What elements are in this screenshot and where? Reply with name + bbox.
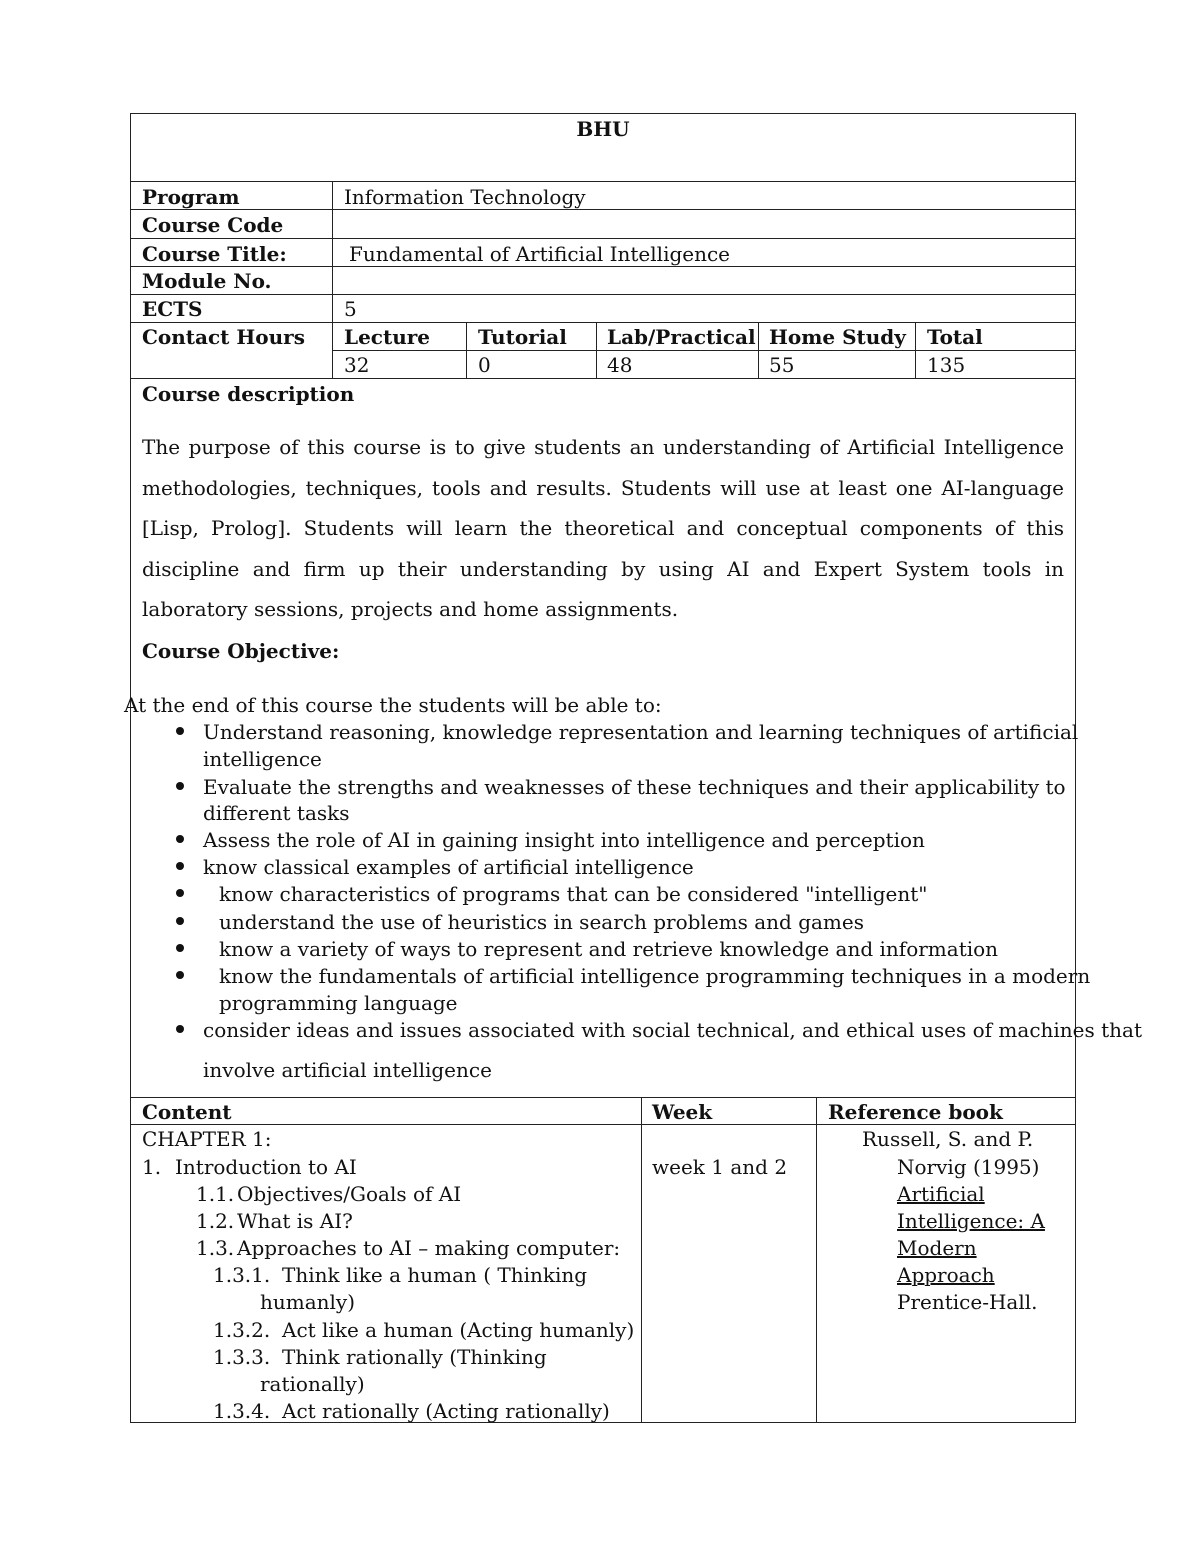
subsub-text: rationally) [260,1372,365,1396]
chapter-title: CHAPTER 1: [142,1127,272,1151]
bullet-icon [176,917,184,925]
bullet-icon [176,782,184,790]
subtopic-number: 1.1. [196,1182,235,1206]
rule [130,209,1076,210]
institution-title: BHU [576,117,630,141]
rule [816,1097,817,1423]
bullet-icon [176,862,184,870]
subsub-text: Act rationally (Acting rationally) [282,1399,610,1423]
list-item: Evaluate the strengths and weaknesses of these techniques and their applicability to [203,775,1066,799]
week-header: Week [652,1100,713,1124]
bullet-icon [176,727,184,735]
hours-header-tutorial: Tutorial [478,325,567,349]
course-description-text: The purpose of this course is to give students an understanding of Artificial Intelligence methodologies, techniques, tools and results. Students will use at least one AI-language [Lisp, Prolog]. Students will learn the theoretical and conceptual components of this discipline and firm up their understanding by using AI and Expert System tools in laboratory sessions, projects and home assignments. [142,435,1064,621]
program-value: Information Technology [344,185,586,209]
hours-value-lab: 48 [607,353,633,377]
subsub-text: Think rationally (Thinking [282,1345,547,1369]
subsub-number: 1.3.3. [213,1345,271,1369]
subtopic-number: 1.3. [196,1236,235,1260]
list-item: understand the use of heuristics in search problems and games [219,910,864,934]
rule [130,378,1076,379]
rule [641,1097,642,1423]
reference-author: Russell, S. and P. [862,1127,1034,1151]
rule [332,181,333,378]
rule [332,350,1076,351]
course-title-value: Fundamental of Artificial Intelligence [349,242,731,266]
bullet-icon [176,971,184,979]
rule [130,181,1076,182]
course-description-heading: Course description [142,382,355,406]
list-item: involve artificial intelligence [203,1058,492,1082]
module-label: Module No. [142,269,272,293]
list-item: know characteristics of programs that can be considered "intelligent" [219,882,928,906]
rule [466,322,467,378]
objective-intro: At the end of this course the students will be able to: [124,693,662,717]
subtopic-text: What is AI? [237,1209,353,1233]
rule [915,322,916,378]
reference-book-title: Artificial [897,1182,985,1206]
reference-publisher: Prentice-Hall. [897,1290,1038,1314]
rule [130,238,1076,239]
topic-number: 1. [142,1155,162,1179]
content-header: Content [142,1100,232,1124]
program-label: Program [142,185,240,209]
bullet-icon [176,889,184,897]
ects-value: 5 [344,297,357,321]
hours-header-home-study: Home Study [769,325,906,349]
reference-header: Reference book [828,1100,1003,1124]
list-item: Understand reasoning, knowledge representation and learning techniques of artificial [203,720,1079,744]
contact-hours-label: Contact Hours [142,325,305,349]
reference-book-title: Intelligence: A [897,1209,1045,1233]
topic-title: Introduction to AI [175,1155,357,1179]
course-title-label: Course Title: [142,242,287,266]
list-item: know the fundamentals of artificial intelligence programming techniques in a modern [219,964,1091,988]
hours-value-lecture: 32 [344,353,370,377]
subtopic-text: Objectives/Goals of AI [237,1182,462,1206]
hours-value-total: 135 [927,353,966,377]
subtopic-text: Approaches to AI – making computer: [237,1236,621,1260]
subsub-text: Act like a human (Acting humanly) [282,1318,635,1342]
hours-value-tutorial: 0 [478,353,491,377]
list-item: Assess the role of AI in gaining insight into intelligence and perception [203,828,925,852]
week-value: week 1 and 2 [652,1155,788,1179]
subsub-text: Think like a human ( Thinking [282,1263,588,1287]
subsub-number: 1.3.4. [213,1399,271,1423]
rule [758,322,759,378]
subsub-text: humanly) [260,1290,356,1314]
course-code-label: Course Code [142,213,284,237]
rule [130,322,1076,323]
list-item: consider ideas and issues associated with social technical, and ethical uses of machines that [203,1018,1143,1042]
subtopic-number: 1.2. [196,1209,235,1233]
bullet-icon [176,835,184,843]
hours-header-lab: Lab/Practical [607,325,756,349]
rule [130,294,1076,295]
bullet-icon [176,1025,184,1033]
list-item: know a variety of ways to represent and retrieve knowledge and information [219,937,999,961]
list-item: know classical examples of artificial intelligence [203,855,694,879]
subsub-number: 1.3.2. [213,1318,271,1342]
reference-year: Norvig (1995) [897,1155,1040,1179]
hours-header-lecture: Lecture [344,325,431,349]
list-item: different tasks [203,801,350,825]
course-objective-heading: Course Objective: [142,639,340,663]
hours-header-total: Total [927,325,983,349]
hours-value-home-study: 55 [769,353,795,377]
rule [596,322,597,378]
list-item: intelligence [203,747,322,771]
bullet-icon [176,944,184,952]
ects-label: ECTS [142,297,203,321]
reference-book-title: Approach [897,1263,995,1287]
rule [130,1097,1076,1098]
reference-book-title: Modern [897,1236,977,1260]
subsub-number: 1.3.1. [213,1263,271,1287]
list-item: programming language [219,991,458,1015]
